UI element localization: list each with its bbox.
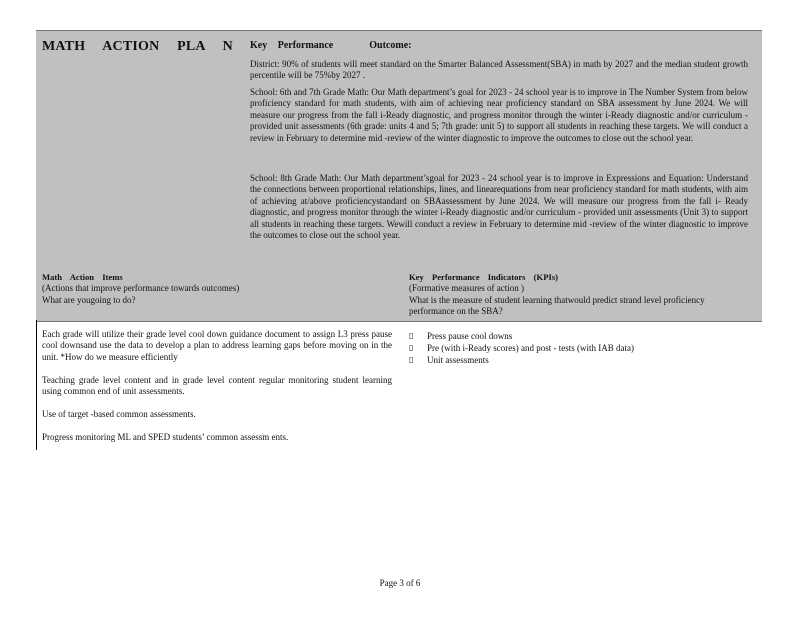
table-left-border bbox=[36, 320, 37, 450]
kpo-label: Key Performance bbox=[250, 40, 334, 51]
kpi-question: What is the measure of student learning thatwould predict strand level proficiency performance on the SBA? bbox=[409, 294, 705, 317]
kpi-item-text: Press pause cool downs bbox=[427, 331, 513, 341]
school-outcome-6-7: School: 6th and 7th Grade Math: Our Math department’s goal for 2023 - 24 school year is to improve in The Number System from below proficiency standard for math students, with aim of achieving near proficiency standard on SBA assessment by June 2024. We will measure our progress from the fall i-Ready diagnostic, and progress monitor through the winter i-Ready diagnostic and/or curriculum -provided unit assessments (6th grade: units 4 and 5; 7th grade: unit 5) to support all students in reaching these targets. We will conduct a review in February to determine mid -review of the winter diagnostic to improve the outcomes to close out the school year. bbox=[250, 87, 748, 143]
outcomes-section bbox=[36, 30, 762, 322]
bullet-icon: ▯ bbox=[409, 343, 414, 353]
district-outcome: District: 90% of students will meet standard on the Smarter Balanced Assessment(SBA) in math by 2027 and the median student growth percentile will be 75%by 2027 . bbox=[250, 59, 748, 81]
page-number: Page 3 of 6 bbox=[379, 578, 421, 588]
action-item: Use of target -based common assessments. bbox=[42, 408, 196, 419]
kpi-heading: Key Performance Indicators (KPIs) bbox=[409, 272, 559, 282]
key-performance-outcome-heading bbox=[250, 40, 411, 51]
action-items-list bbox=[42, 329, 392, 454]
page-title: MATH ACTION PLA N bbox=[42, 39, 233, 54]
action-items-subtitle: (Actions that improve performance towards outcomes) bbox=[42, 283, 240, 294]
kpi-list-item bbox=[409, 342, 749, 354]
kpi-list bbox=[409, 330, 749, 367]
action-item: Teaching grade level content and in grade level content regular monitoring student learning using common end of unit assessments. bbox=[42, 374, 392, 397]
action-items-heading: Math Action Items bbox=[42, 272, 123, 282]
bullet-icon: ▯ bbox=[409, 331, 414, 340]
kpi-header bbox=[409, 272, 749, 318]
kpi-list-item bbox=[409, 354, 749, 366]
school-outcome-8: School: 8th Grade Math: Our Math department’sgoal for 2023 - 24 school year is to improve in Expressions and Equation: Understand the connections between proportional relationships, lines, and linearequations from near proficiency standard for math students, with aim of achieving at/above proficiencystandard on SBAassessment by June 2024. We will measure our progress from the fall i- Ready diagnostic, and progress monitor through the winter i-Ready diagnostic and/or curriculum - provided unit assessments (Unit 3) to support all students in reaching these targets. Wewill conduct a review in February to determine mid -review of the winter diagnostic to improve the outcomes to close out the school year. bbox=[250, 173, 748, 241]
action-item: Each grade will utilize their grade level cool down guidance document to assign L3 press pause cool downsand use the data to develop a plan to address learning gaps before moving on in the unit. *How do we measure efficiently bbox=[42, 329, 392, 362]
action-items-question: What are yougoing to do? bbox=[42, 294, 136, 305]
kpi-subtitle: (Formative measures of action ) bbox=[409, 283, 524, 294]
kpi-list-item bbox=[409, 330, 749, 342]
kpo-label-2: Outcome: bbox=[369, 40, 412, 51]
bullet-icon: ▯ bbox=[409, 355, 414, 365]
kpi-item-text: Unit assessments bbox=[427, 355, 489, 366]
action-items-header bbox=[42, 272, 382, 306]
action-item: Progress monitoring ML and SPED students’ common assessm ents. bbox=[42, 431, 289, 442]
kpi-item-text: Pre (with i-Ready scores) and post - tests (with IAB data) bbox=[427, 343, 634, 354]
